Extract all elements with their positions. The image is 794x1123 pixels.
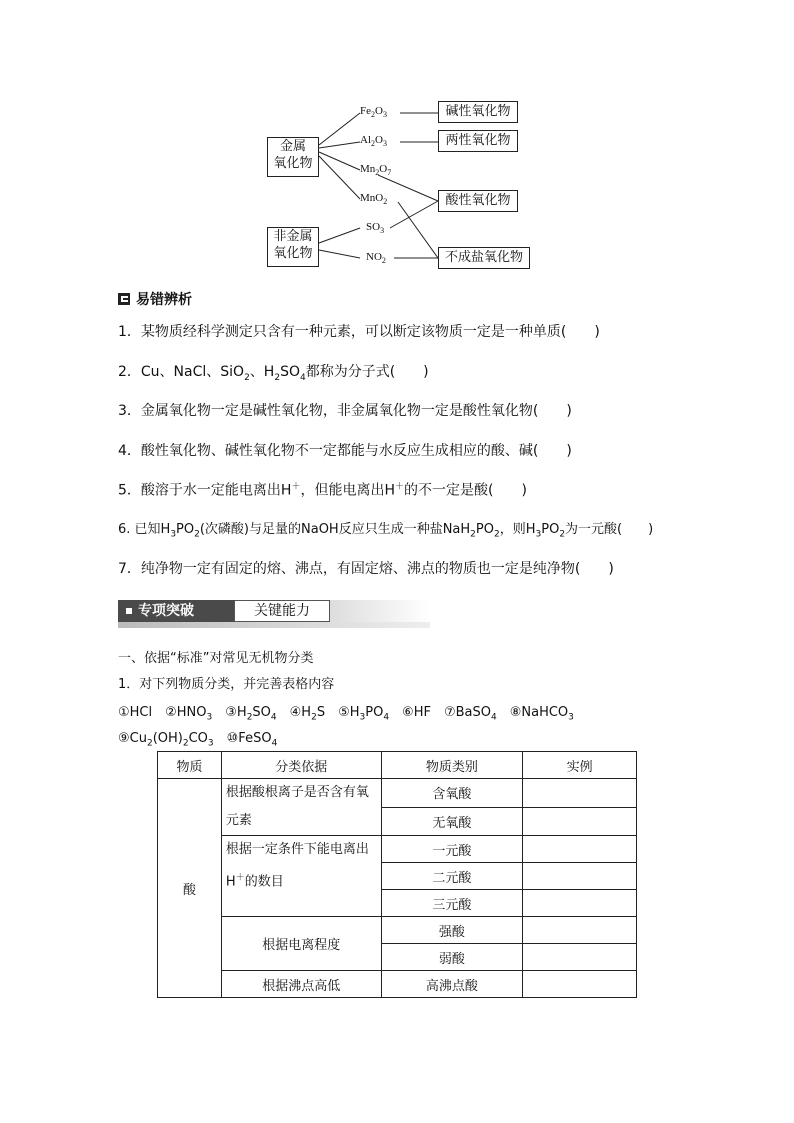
formula-mno2: MnO$_2$ bbox=[360, 192, 388, 207]
formula-al2o3: $Al_2O_3$ bbox=[360, 134, 387, 149]
header-basis: 分类依据 bbox=[221, 752, 381, 779]
category-cell: 无氧酸 bbox=[381, 807, 523, 836]
example-cell[interactable] bbox=[523, 971, 637, 998]
category-cell: 含氧酸 bbox=[381, 779, 523, 808]
example-cell[interactable] bbox=[523, 779, 637, 808]
basis-cell-ionization-count: 根据一定条件下能电离出H＋的数目 bbox=[221, 836, 381, 917]
category-cell: 强酸 bbox=[381, 917, 523, 944]
nonmetal-oxide-box bbox=[267, 227, 319, 267]
question-4: 4．酸性氧化物、碱性氧化物不一定都能与水反应生成相应的酸、碱( ) bbox=[118, 443, 572, 459]
metal-oxide-line2: 氧化物 bbox=[273, 156, 313, 171]
table-row bbox=[158, 917, 637, 944]
question-1: 1．某物质经科学测定只含有一种元素，可以断定该物质一定是一种单质( ) bbox=[118, 324, 600, 340]
category-cell: 弱酸 bbox=[381, 944, 523, 971]
question-7: 7．纯净物一定有固定的熔、沸点，有固定熔、沸点的物质也一定是纯净物( ) bbox=[118, 561, 614, 577]
section-banner bbox=[118, 600, 430, 628]
section-title-error-analysis: 易错辨析 bbox=[118, 289, 192, 309]
metal-oxide-box bbox=[267, 137, 319, 177]
question-3: 3．金属氧化物一定是碱性氧化物，非金属氧化物一定是酸性氧化物( ) bbox=[118, 403, 572, 419]
nonmetal-oxide-line1: 非金属 bbox=[273, 229, 313, 244]
category-cell: 高沸点酸 bbox=[381, 971, 523, 998]
formula-so3: $SO_3$ bbox=[366, 221, 385, 236]
example-cell[interactable] bbox=[523, 836, 637, 863]
amphoteric-oxide-box: 两性氧化物 bbox=[438, 130, 518, 152]
table-header-row bbox=[158, 752, 637, 779]
classification-table bbox=[157, 751, 637, 998]
basic-oxide-box: 碱性氧化物 bbox=[438, 101, 518, 123]
substance-list-2: $⑨Cu_2(OH)_2CO_3$ ⑩FeSO$_4$ bbox=[118, 731, 278, 749]
nonmetal-oxide-line2: 氧化物 bbox=[273, 246, 313, 261]
header-category: 物质类别 bbox=[381, 752, 523, 779]
question-6: 6. 已知$H_3PO_2$(次磷酸)与足量的NaOH反应只生成一种盐$NaH_2PO_2$，则$H_3PO_2$为一元酸( ) bbox=[118, 522, 654, 540]
substance-list-1: ①HCl $②HNO_3$ $③H_2SO_4$ $④H_2S$ $⑤H_3PO_4$ ⑥HF ⑦BaSO$_4$ ⑧NaHCO$_3$ bbox=[118, 705, 574, 723]
basis-cell-ionization-degree: 根据电离程度 bbox=[221, 917, 381, 971]
example-cell[interactable] bbox=[523, 917, 637, 944]
question-2: 2．Cu、NaCl、SiO$_2$、$H_2SO_4$都称为分子式( ) bbox=[118, 364, 429, 383]
basis-cell-oxygen: 根据酸根离子是否含有氧元素 bbox=[221, 779, 381, 836]
metal-oxide-line1: 金属 bbox=[279, 139, 306, 154]
error-analysis-icon bbox=[118, 293, 130, 305]
category-cell: 二元酸 bbox=[381, 863, 523, 890]
substance-cell: 酸 bbox=[158, 779, 222, 998]
basis-cell-boiling-point: 根据沸点高低 bbox=[221, 971, 381, 998]
banner-key-ability: 关键能力 bbox=[234, 600, 330, 622]
header-example: 实例 bbox=[523, 752, 637, 779]
formula-no2: $NO_2$ bbox=[366, 251, 386, 266]
table-row bbox=[158, 971, 637, 998]
category-cell: 一元酸 bbox=[381, 836, 523, 863]
formula-mn2o7: $Mn_2O_7$ bbox=[360, 163, 392, 178]
acidic-oxide-box: 酸性氧化物 bbox=[438, 190, 518, 212]
table-row bbox=[158, 836, 637, 863]
example-cell[interactable] bbox=[523, 863, 637, 890]
task-instruction: 1．对下列物质分类，并完善表格内容 bbox=[118, 677, 335, 692]
banner-special-breakthrough: 专项突破 bbox=[118, 600, 234, 622]
oxide-classification-lines bbox=[0, 0, 794, 280]
example-cell[interactable] bbox=[523, 890, 637, 917]
header-substance: 物质 bbox=[158, 752, 222, 779]
section-heading-classification: 一、依据“标准”对常见无机物分类 bbox=[118, 651, 314, 666]
example-cell[interactable] bbox=[523, 807, 637, 836]
example-cell[interactable] bbox=[523, 944, 637, 971]
category-cell: 三元酸 bbox=[381, 890, 523, 917]
non-salt-oxide-box: 不成盐氧化物 bbox=[438, 247, 530, 269]
table-row bbox=[158, 779, 637, 808]
question-5: 5．酸溶于水一定能电离出H＋，但能电离出H＋的不一定是酸( ) bbox=[118, 482, 527, 499]
formula-fe2o3: $Fe_2O_3$ bbox=[360, 105, 387, 120]
